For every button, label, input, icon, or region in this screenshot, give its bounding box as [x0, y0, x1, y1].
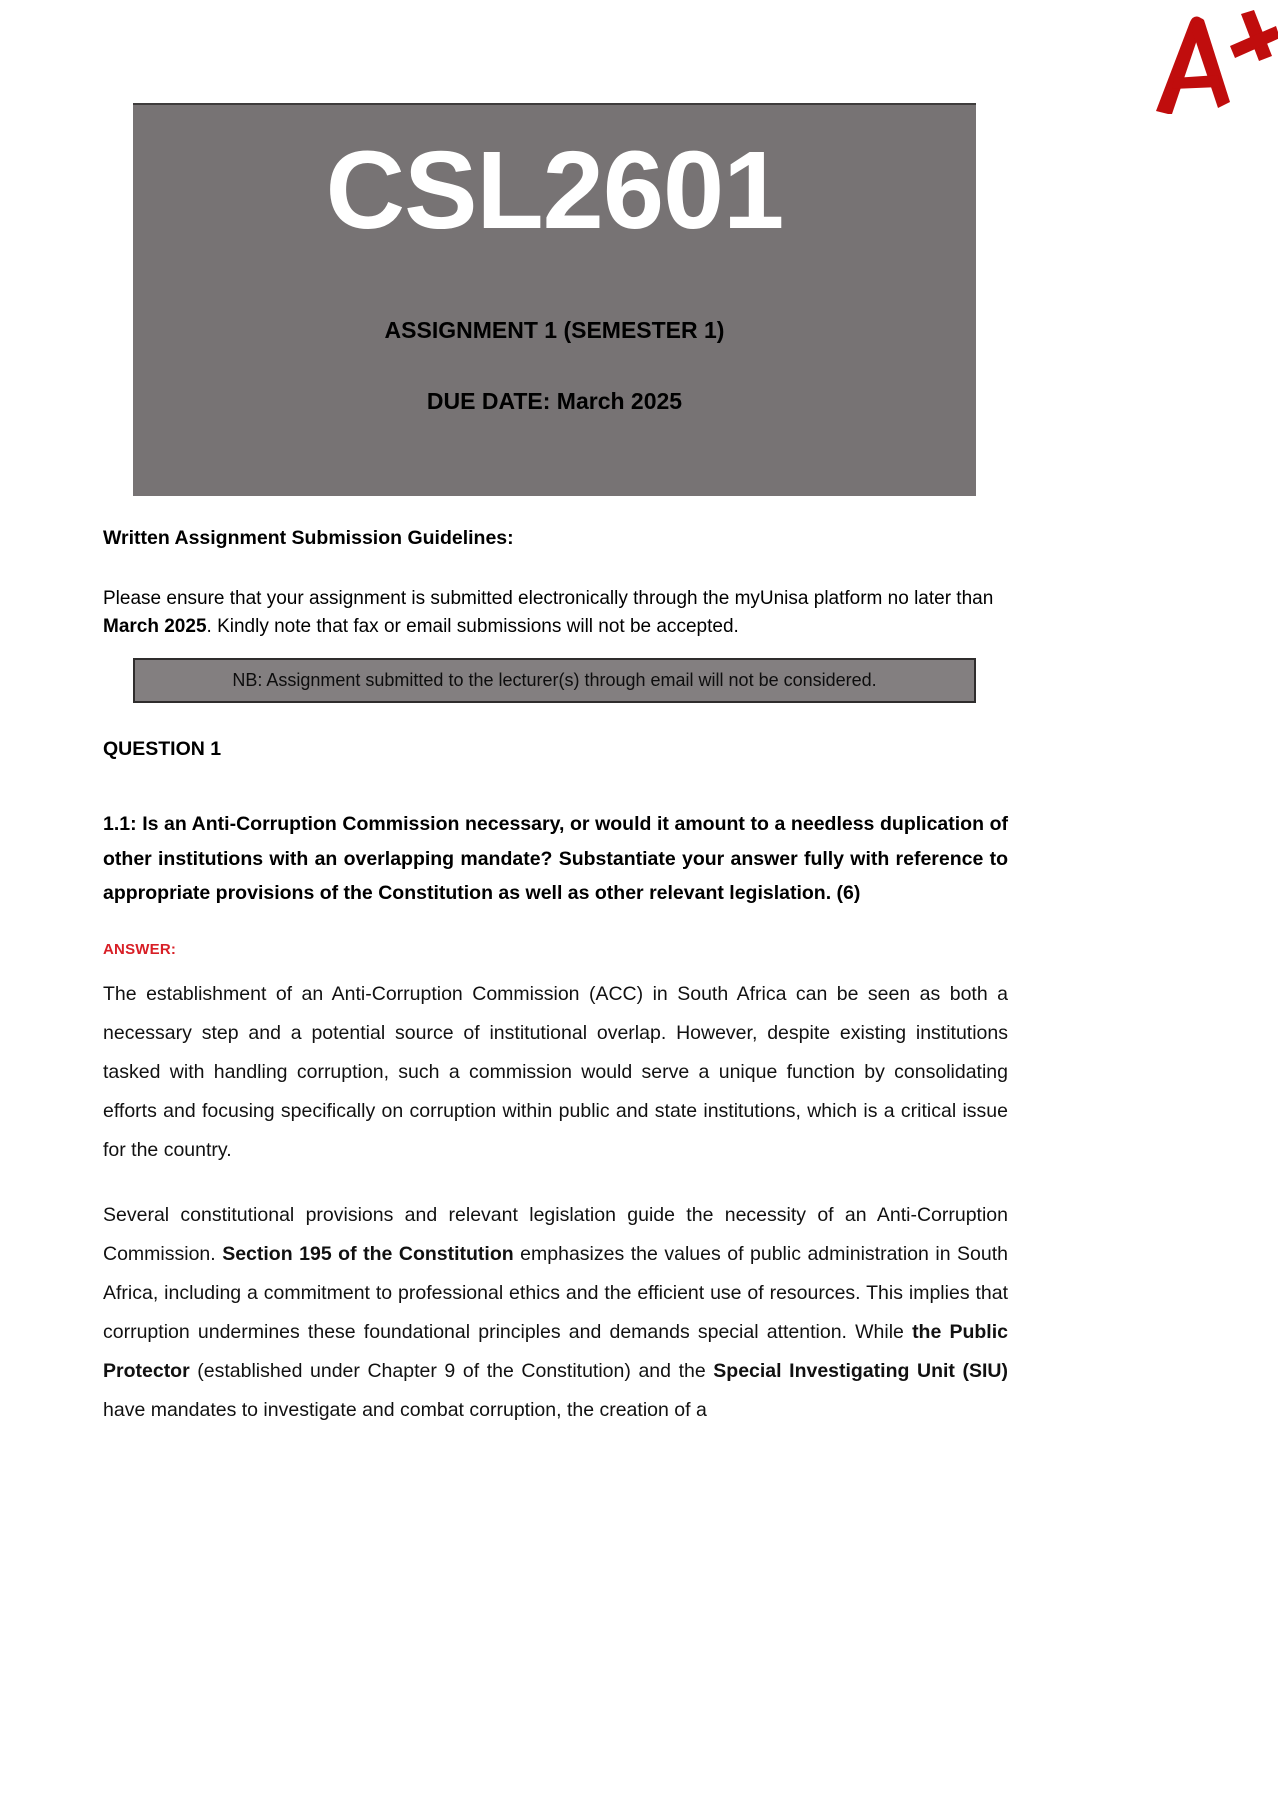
- guidelines-heading: Written Assignment Submission Guidelines:: [103, 527, 514, 549]
- answer-label: ANSWER:: [103, 941, 177, 959]
- nb-callout-text: NB: Assignment submitted to the lecturer(s) through email will not be considered.: [232, 669, 877, 690]
- guidelines-due-bold: March 2025: [103, 616, 207, 638]
- answer-p2-part3: (established under Chapter 9 of the Constitution) and the: [189, 1360, 714, 1382]
- answer-p2-bold-section195: Section 195 of the Constitution: [222, 1243, 514, 1265]
- answer-paragraph-1: The establishment of an Anti-Corruption Commission (ACC) in South Africa can be seen as both a necessary step and a potential source of institutional overlap. However, despite existing institutions tasked with handling corruption, such a commission would serve a unique function by consolidating efforts and focusing specifically on corruption within public and state institutions, which is a critical issue for the country.: [103, 983, 1008, 1161]
- answer-p2-part4: have mandates to investigate and combat corruption, the creation of a: [103, 1399, 707, 1421]
- course-code: CSL2601: [325, 129, 784, 252]
- answer-p2-part2: emphasizes the values of public administration in South Africa, including a commitment to professional ethics and the efficient use of resources. This implies that corruption undermines these foundational principles and demands special attention. While: [103, 1243, 1009, 1343]
- title-banner: [133, 103, 976, 496]
- nb-callout-box: [133, 658, 976, 703]
- question-text: 1.1: Is an Anti-Corruption Commission necessary, or would it amount to a needless duplication of other institutions with an overlapping mandate? Substantiate your answer fully with reference to appropriate provisions of the Constitution as well as other relevant legislation. (6): [103, 813, 1008, 905]
- due-date-line: DUE DATE: March 2025: [426, 388, 683, 414]
- answer-p2-bold-siu: Special Investigating Unit (SIU): [713, 1360, 1008, 1382]
- question-heading: QUESTION 1: [103, 738, 222, 760]
- answer-p2-part1: Several constitutional provisions and relevant legislation guide the necessity of an Anti-Corruption Commission.: [103, 1204, 1008, 1265]
- grade-mark-a-plus: [1138, 6, 1278, 116]
- guidelines-paragraph: [103, 585, 1008, 641]
- answer-paragraph-2: [103, 1196, 1008, 1430]
- assignment-line: ASSIGNMENT 1 (SEMESTER 1): [384, 317, 725, 343]
- answer-p2-bold-public-protector: the Public Protector: [103, 1321, 1008, 1382]
- guidelines-text-part2: . Kindly note that fax or email submissions will not be accepted.: [206, 616, 739, 638]
- question-section: [103, 738, 1008, 958]
- guidelines-section: [103, 525, 1008, 642]
- answer-section: [103, 975, 1008, 1430]
- guidelines-text-part1: Please ensure that your assignment is submitted electronically through the myUnisa platform no later than: [103, 588, 994, 610]
